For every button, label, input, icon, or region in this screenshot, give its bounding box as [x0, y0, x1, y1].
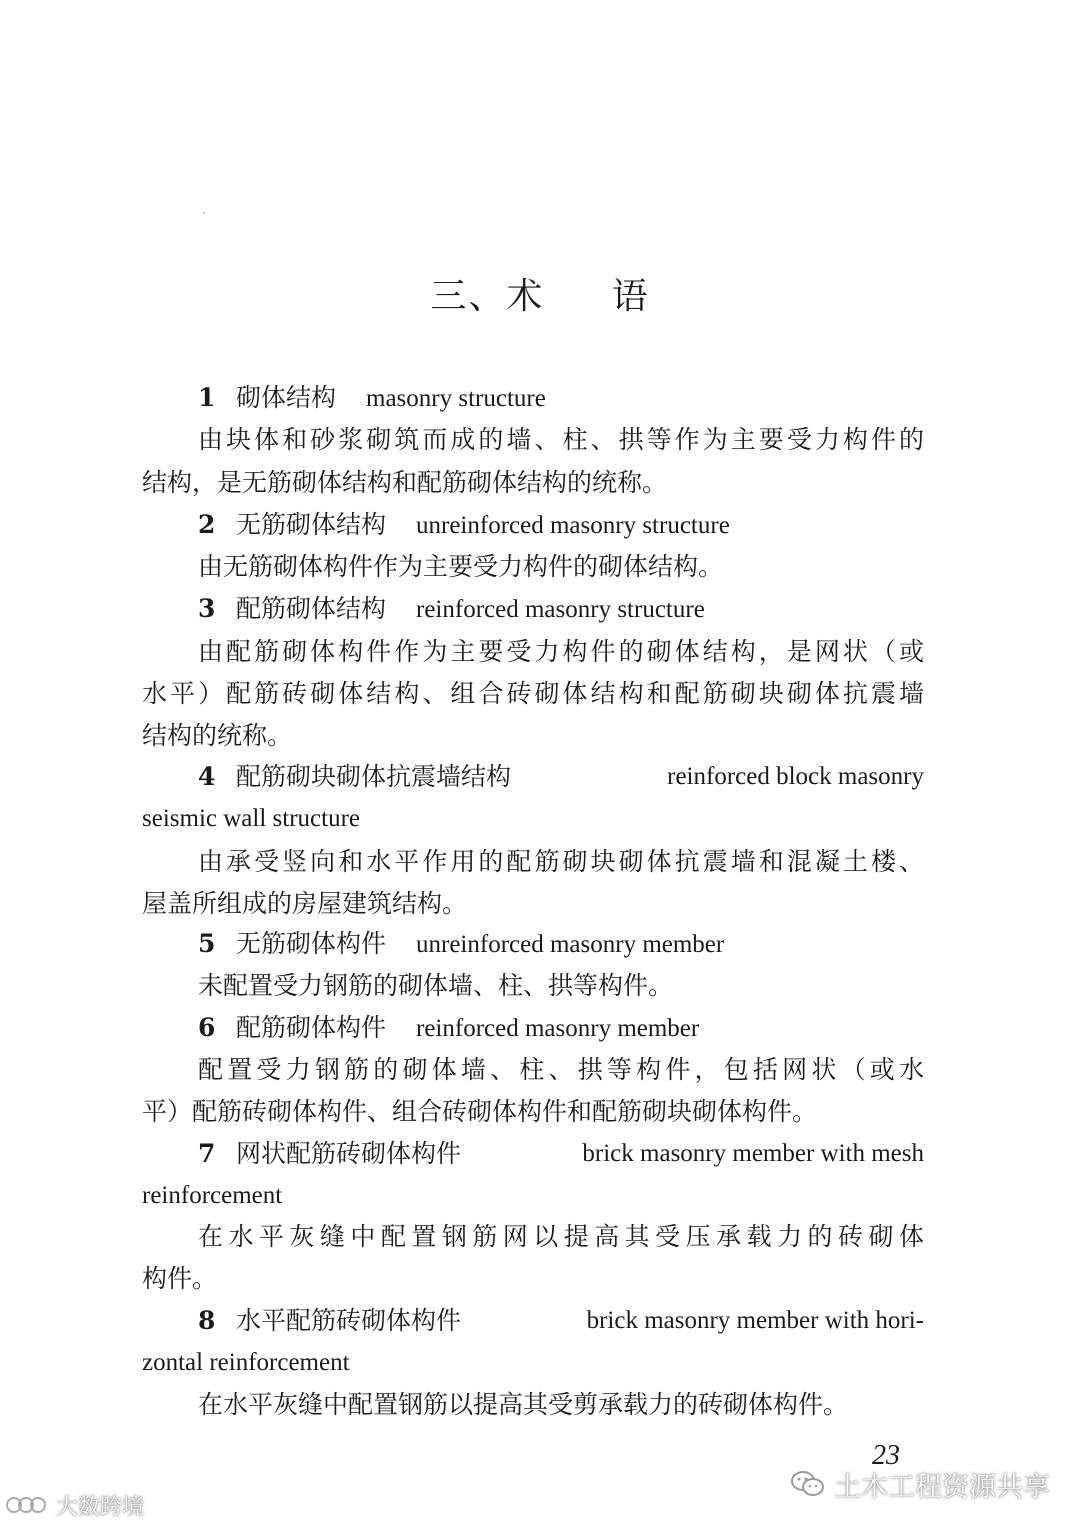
- term-heading: [198, 1304, 924, 1338]
- term-english: masonry structure: [366, 385, 546, 412]
- watermark-left-text: 大数跨境: [56, 1494, 145, 1520]
- term-number: 5: [198, 929, 216, 958]
- wechat-icon: [790, 1469, 826, 1499]
- term-number: 6: [198, 1013, 216, 1042]
- watermark-right: [790, 1464, 1050, 1504]
- term-number: 3: [198, 594, 216, 623]
- term-english-continued: seismic wall structure: [142, 805, 360, 832]
- term-chinese: 水平配筋砖砌体构件: [236, 1306, 462, 1335]
- term-definition-line: 在水平灰缝中配置钢筋以提高其受剪承载力的砖砌体构件。: [198, 1390, 849, 1419]
- term-definition-line: 屋盖所组成的房屋建筑结构。: [142, 889, 468, 918]
- scan-speck: [203, 212, 205, 214]
- term-definition-line: 在水平灰缝中配置钢筋网以提高其受压承载力的砖砌体: [198, 1222, 924, 1251]
- term-number: 4: [198, 762, 216, 791]
- term-english: unreinforced masonry member: [416, 931, 725, 958]
- term-definition-line: 平）配筋砖砌体构件、组合砖砌体构件和配筋砌块砌体构件。: [142, 1097, 818, 1126]
- term-english: brick masonry member with mesh: [582, 1140, 924, 1167]
- term-definition-line: 由承受竖向和水平作用的配筋砌块砌体抗震墙和混凝土楼、: [198, 847, 924, 876]
- term-heading: [198, 927, 924, 962]
- term-english: unreinforced masonry structure: [416, 512, 730, 539]
- term-heading: [198, 508, 924, 543]
- term-chinese: 无筋砌体结构: [236, 510, 387, 539]
- term-number: 2: [198, 510, 216, 539]
- term-definition-line: 未配置受力钢筋的砌体墙、柱、拱等构件。: [198, 971, 674, 1000]
- term-english: reinforced block masonry: [667, 763, 924, 790]
- term-definition-line: 构件。: [142, 1264, 218, 1293]
- term-number: 1: [198, 383, 216, 412]
- term-chinese: 配筋砌块砌体抗震墙结构: [236, 762, 512, 791]
- term-chinese: 无筋砌体构件: [236, 929, 387, 958]
- term-english: reinforced masonry member: [416, 1015, 700, 1042]
- term-chinese: 配筋砌体构件: [236, 1013, 387, 1042]
- watermark-right-text: 土木工程资源共享: [834, 1471, 1050, 1503]
- term-definition-line: 结构的统称。: [142, 721, 293, 750]
- term-heading: [198, 1137, 924, 1171]
- term-english-continued: zontal reinforcement: [142, 1349, 350, 1376]
- term-heading: [198, 760, 924, 794]
- term-number: 7: [198, 1139, 216, 1168]
- term-chinese: 配筋砌体结构: [236, 594, 387, 623]
- term-heading: [198, 381, 924, 416]
- term-heading: [198, 592, 924, 627]
- term-definition-line: 由块体和砂浆砌筑而成的墙、柱、拱等作为主要受力构件的: [198, 425, 924, 454]
- term-chinese: 网状配筋砖砌体构件: [236, 1139, 462, 1168]
- term-english: brick masonry member with hori-: [586, 1307, 924, 1334]
- logo-icon: [4, 1492, 52, 1518]
- term-definition-line: 由配筋砌体构件作为主要受力构件的砌体结构，是网状（或: [198, 637, 924, 666]
- term-definition-line: 配置受力钢筋的砌体墙、柱、拱等构件，包括网状（或水: [198, 1055, 924, 1084]
- section-title: 三、术 语: [430, 276, 650, 317]
- page-number: 23: [872, 1440, 900, 1471]
- term-english: reinforced masonry structure: [416, 596, 705, 623]
- term-chinese: 砌体结构: [236, 383, 337, 412]
- term-heading: [198, 1011, 924, 1046]
- term-definition-line: 水平）配筋砖砌体结构、组合砖砌体结构和配筋砌块砌体抗震墙: [142, 679, 924, 708]
- term-number: 8: [198, 1306, 216, 1335]
- term-definition-line: 结构，是无筋砌体结构和配筋砌体结构的统称。: [142, 468, 668, 497]
- term-english-continued: reinforcement: [142, 1182, 283, 1209]
- watermark-left: [4, 1488, 144, 1522]
- term-definition-line: 由无筋砌体构件作为主要受力构件的砌体结构。: [198, 552, 724, 581]
